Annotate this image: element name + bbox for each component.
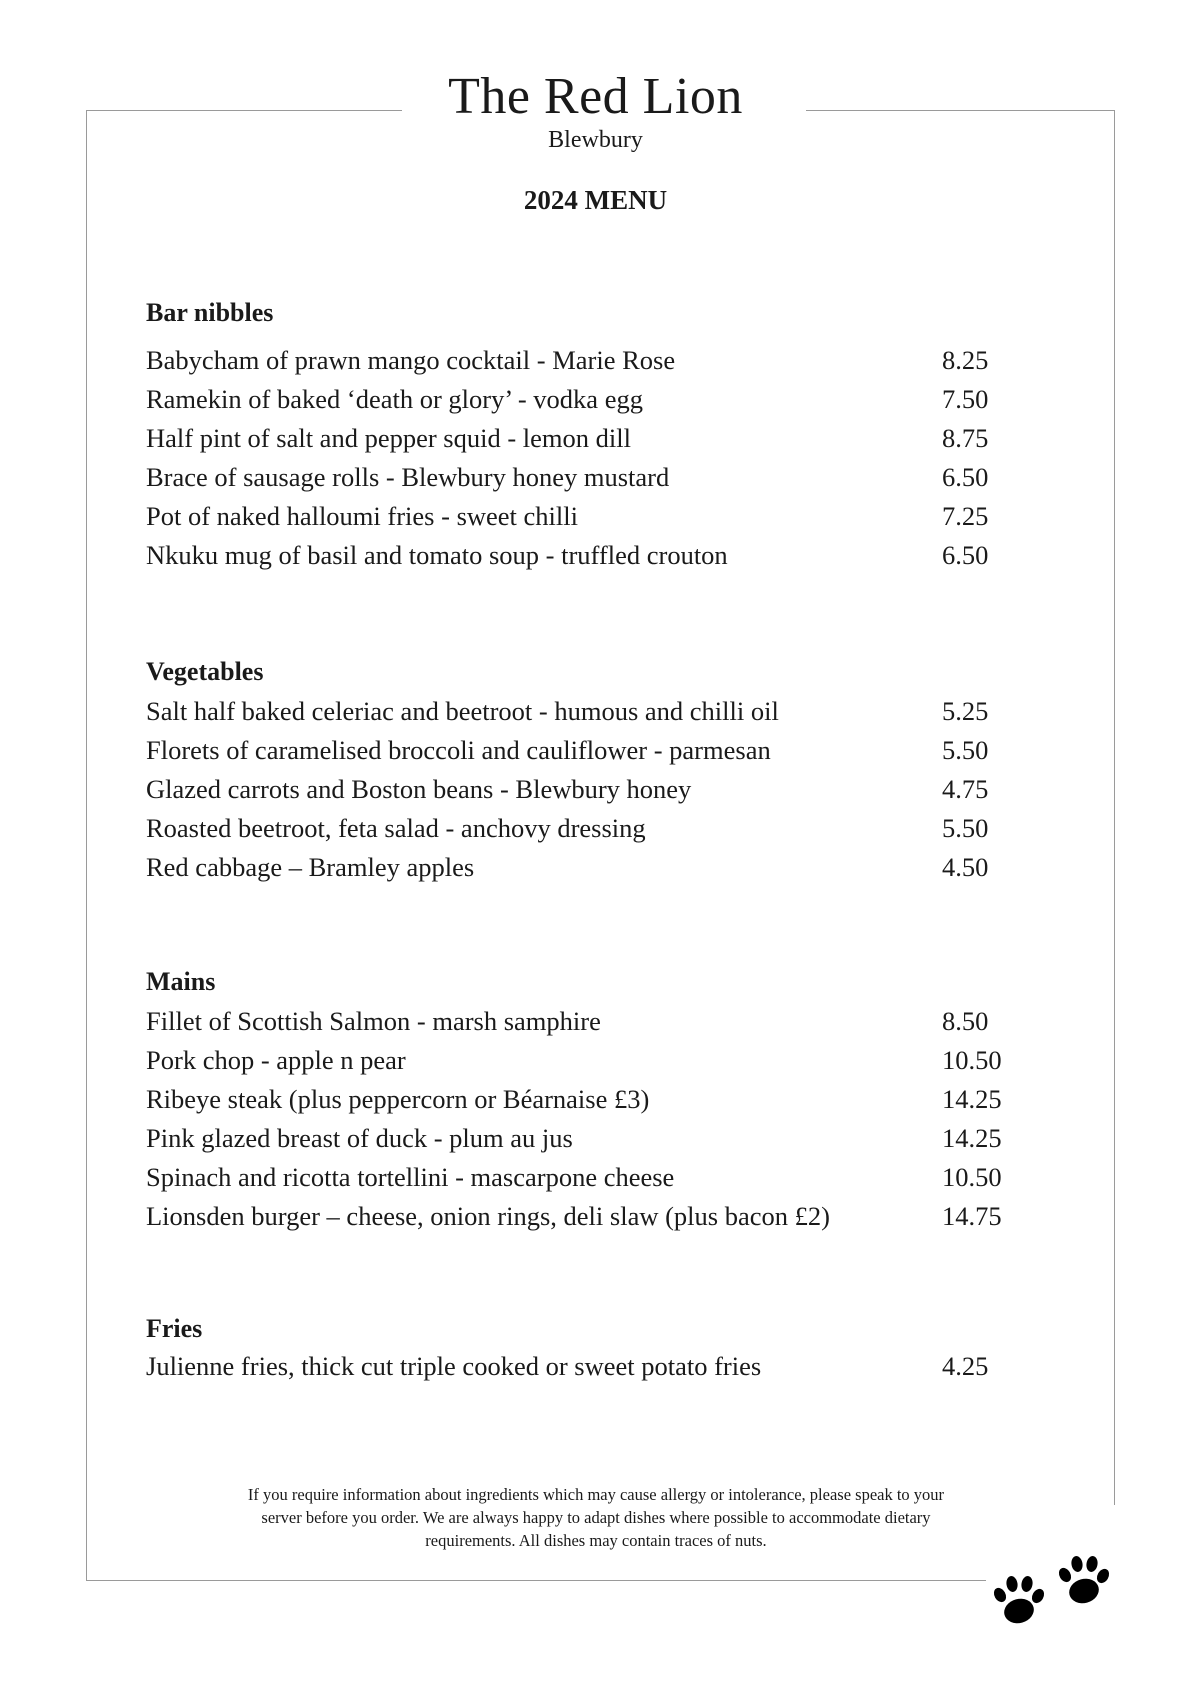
item-price: 5.25 [942,696,989,726]
menu-item [146,848,1046,887]
section-title: Bar nibbles [146,298,274,327]
item-price: 5.50 [942,813,989,843]
section-title: Fries [146,1314,203,1343]
menu-item [146,692,1046,731]
section-bar-nibbles [146,295,1046,575]
paw-print-right-icon [1056,1555,1111,1606]
item-name: Julienne fries, thick cut triple cooked or sweet potato fries [146,1351,762,1381]
item-price: 7.50 [942,384,989,414]
item-name: Pink glazed breast of duck - plum au jus [146,1123,573,1153]
frame-border-left [86,110,87,1580]
item-name: Pork chop - apple n pear [146,1045,406,1075]
menu-title: 2024 MENU [523,185,668,215]
item-name: Pot of naked halloumi fries - sweet chilli [146,501,578,531]
allergy-note [176,1483,1016,1552]
item-price: 6.50 [942,540,989,570]
menu-item [146,1041,1046,1080]
paw-prints-icon [990,1545,1120,1635]
section-title: Mains [146,967,216,996]
item-price: 10.50 [942,1045,1002,1075]
menu-item [146,419,1046,458]
menu-item [146,458,1046,497]
menu-item [146,1080,1046,1119]
item-name: Red cabbage – Bramley apples [146,852,475,882]
menu-item [146,536,1046,575]
item-name: Lionsden burger – cheese, onion rings, deli slaw (plus bacon £2) [146,1201,830,1231]
item-name: Salt half baked celeriac and beetroot - humous and chilli oil [146,696,779,726]
menu-item [146,380,1046,419]
item-price: 8.25 [942,345,989,375]
item-name: Nkuku mug of basil and tomato soup - truffled crouton [146,540,728,570]
menu-item [146,497,1046,536]
item-name: Roasted beetroot, feta salad - anchovy dressing [146,813,646,843]
menu-item [146,731,1046,770]
item-price: 10.50 [942,1162,1002,1192]
restaurant-location: Blewbury [548,127,643,153]
paw-print-left-icon [991,1575,1046,1626]
section-mains [146,964,1046,1236]
item-price: 4.50 [942,852,989,882]
menu-item [146,1197,1046,1236]
item-price: 14.75 [942,1201,1002,1231]
allergy-note-line: If you require information about ingredients which may cause allergy or intolerance, please speak to your [247,1485,945,1504]
menu-item [146,1002,1046,1041]
frame-border-right [1114,110,1115,1505]
section-fries [146,1311,1046,1386]
item-name: Babycham of prawn mango cocktail - Marie Rose [146,345,676,375]
allergy-note-line: requirements. All dishes may contain traces of nuts. [425,1531,767,1550]
item-price: 7.25 [942,501,989,531]
menu-item [146,809,1046,848]
item-name: Spinach and ricotta tortellini - mascarpone cheese [146,1162,675,1192]
item-name: Fillet of Scottish Salmon - marsh samphire [146,1006,601,1036]
menu-item [146,1119,1046,1158]
item-price: 4.25 [942,1351,989,1381]
item-name: Ribeye steak (plus peppercorn or Béarnaise £3) [146,1084,650,1114]
menu-item [146,1347,1046,1386]
item-price: 4.75 [942,774,989,804]
item-price: 14.25 [942,1123,1002,1153]
item-name: Brace of sausage rolls - Blewbury honey mustard [146,462,670,492]
menu-item [146,770,1046,809]
item-price: 8.75 [942,423,989,453]
item-price: 6.50 [942,462,989,492]
allergy-note-line: server before you order. We are always happy to adapt dishes where possible to accommodate dietary [261,1508,931,1527]
item-price: 8.50 [942,1006,989,1036]
item-name: Florets of caramelised broccoli and cauliflower - parmesan [146,735,771,765]
item-price: 5.50 [942,735,989,765]
menu-item [146,1158,1046,1197]
menu-item [146,341,1046,380]
item-name: Ramekin of baked ‘death or glory’ - vodka egg [146,384,643,414]
section-vegetables [146,654,1046,887]
restaurant-name: The Red Lion [448,68,743,125]
item-price: 14.25 [942,1084,1002,1114]
frame-border-bottom [86,1580,986,1581]
item-name: Half pint of salt and pepper squid - lemon dill [146,423,631,453]
section-title: Vegetables [146,657,264,686]
item-name: Glazed carrots and Boston beans - Blewbury honey [146,774,692,804]
